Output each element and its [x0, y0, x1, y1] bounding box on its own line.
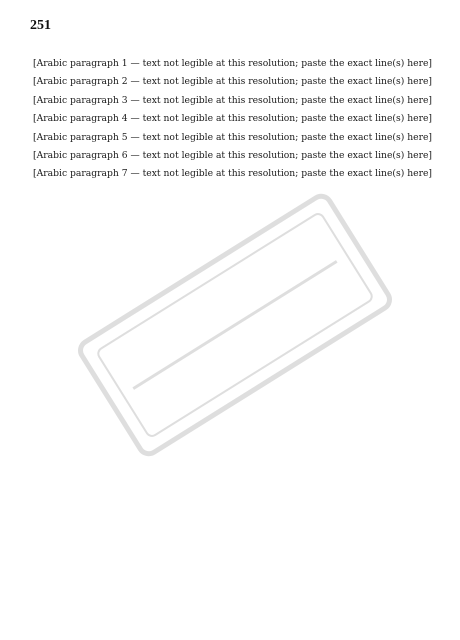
page-number: 251	[30, 18, 51, 33]
paragraph: [Arabic paragraph 2 — text not legible at this resolution; paste the exact line(s) here]	[33, 76, 432, 88]
paragraph: [Arabic paragraph 3 — text not legible at this resolution; paste the exact line(s) here]	[33, 94, 432, 106]
paragraph: [Arabic paragraph 4 — text not legible at this resolution; paste the exact line(s) here]	[33, 113, 432, 125]
paragraph: [Arabic paragraph 6 — text not legible at this resolution; paste the exact line(s) here]	[33, 150, 432, 162]
paragraph: [Arabic paragraph 5 — text not legible at this resolution; paste the exact line(s) here]	[33, 131, 432, 143]
document-body	[30, 56, 432, 628]
paragraph: [Arabic paragraph 7 — text not legible at this resolution; paste the exact line(s) here]	[33, 168, 432, 180]
paragraph: [Arabic paragraph 1 — text not legible at this resolution; paste the exact line(s) here]	[33, 58, 432, 69]
